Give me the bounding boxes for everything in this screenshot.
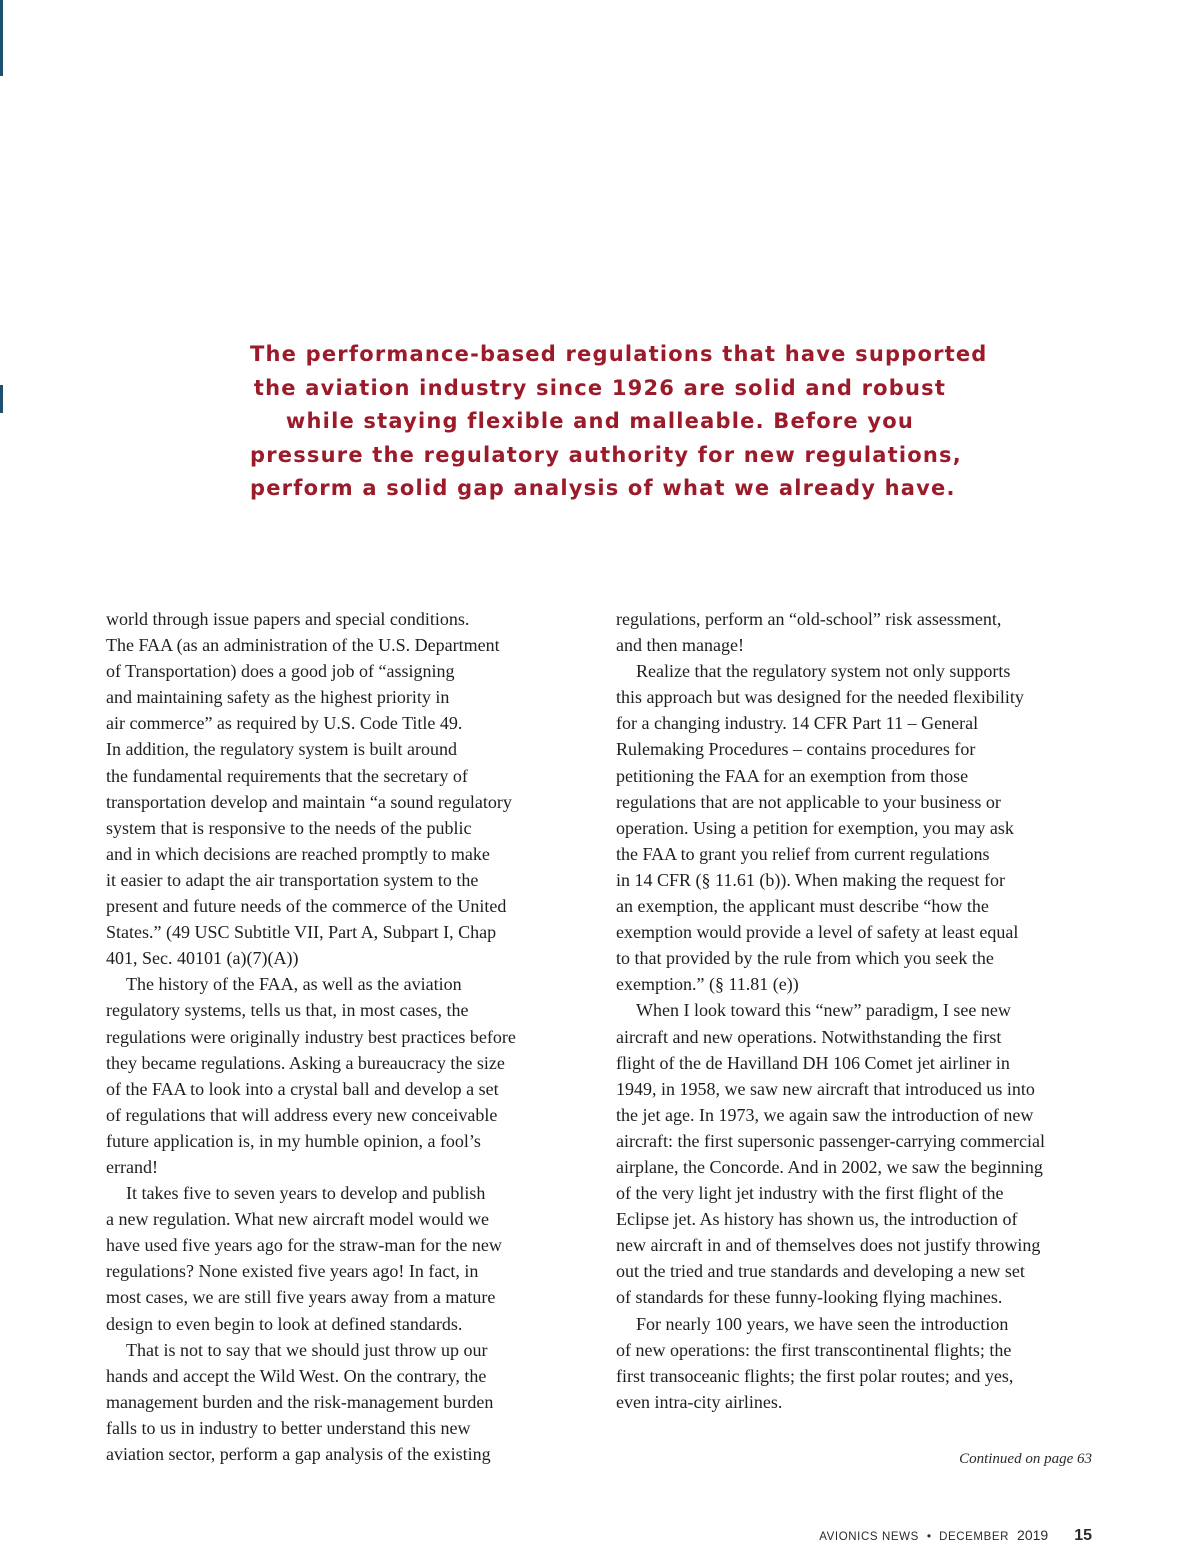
text-line: and in which decisions are reached promptly to make	[106, 843, 490, 864]
text-line: a new regulation. What new aircraft model would we	[106, 1209, 490, 1230]
text-line: of standards for these funny-looking flying machines.	[616, 1287, 1003, 1308]
left-column	[106, 606, 588, 1467]
paragraph-start-line: For nearly 100 years, we have seen the introduction	[636, 1313, 1009, 1334]
text-line: transportation develop and maintain “a sound regulatory	[106, 791, 512, 812]
text-line: flight of the de Havilland DH 106 Comet jet airliner in	[616, 1052, 1010, 1073]
pull-quote-line: The performance-based regulations that have supported	[250, 342, 988, 366]
text-line: of regulations that will address every new conceivable	[106, 1104, 498, 1125]
text-line: errand!	[106, 1156, 158, 1177]
text-line: falls to us in industry to better understand this new	[106, 1417, 471, 1438]
text-line: design to even begin to look at defined standards.	[106, 1313, 463, 1334]
pull-quote	[250, 338, 988, 506]
text-line: Rulemaking Procedures – contains procedures for	[616, 739, 976, 760]
text-line: new aircraft in and of themselves does not justify throwing	[616, 1235, 1041, 1256]
text-line: regulations? None existed five years ago! In fact, in	[106, 1261, 479, 1282]
pull-quote-line: pressure the regulatory authority for new regulations,	[250, 442, 962, 467]
text-line: exemption would provide a level of safety at least equal	[616, 922, 1019, 943]
right-column	[616, 606, 1098, 1415]
publication-name: AVIONICS NEWS	[819, 1531, 919, 1543]
text-line: aviation sector, perform a gap analysis of the existing	[106, 1444, 491, 1464]
text-line: first transoceanic flights; the first polar routes; and yes,	[616, 1365, 1014, 1386]
text-line: regulations were originally industry best practices before	[106, 1026, 516, 1047]
text-line: management burden and the risk-management burden	[106, 1391, 494, 1412]
footer-separator: •	[926, 1529, 932, 1543]
text-line: most cases, we are still five years away from a mature	[106, 1287, 496, 1308]
text-line: and maintaining safety as the highest priority in	[106, 687, 450, 708]
issue-year: 2019	[1017, 1527, 1049, 1543]
text-line: air commerce” as required by U.S. Code Title 49.	[106, 713, 463, 734]
text-line: an exemption, the applicant must describe “how the	[616, 896, 989, 917]
text-line: airplane, the Concorde. And in 2002, we saw the beginning	[616, 1156, 1043, 1177]
page-number: 15	[1074, 1527, 1092, 1544]
page-footer	[819, 1527, 1092, 1545]
text-line: the jet age. In 1973, we again saw the introduction of new	[616, 1104, 1034, 1125]
text-line: present and future needs of the commerce of the United	[106, 896, 507, 917]
text-line: regulations, perform an “old-school” risk assessment,	[616, 609, 1002, 629]
text-line: system that is responsive to the needs of the public	[106, 817, 472, 838]
paragraph-start-line: It takes five to seven years to develop and publish	[126, 1183, 486, 1204]
text-line: hands and accept the Wild West. On the contrary, the	[106, 1365, 487, 1386]
text-line: States.” (49 USC Subtitle VII, Part A, Subpart I, Chap	[106, 922, 497, 943]
text-line: operation. Using a petition for exemption, you may ask	[616, 817, 1014, 838]
text-line: it easier to adapt the air transportation system to the	[106, 869, 479, 890]
text-line: to that provided by the rule from which you seek the	[616, 948, 994, 969]
text-line: of the FAA to look into a crystal ball and develop a set	[106, 1078, 499, 1099]
pull-quote-line: the aviation industry since 1926 are solid and robust	[253, 375, 947, 400]
text-line: and then manage!	[616, 635, 744, 656]
text-line: this approach but was designed for the needed flexibility	[616, 687, 1024, 708]
text-line: of new operations: the first transcontinental flights; the	[616, 1339, 1012, 1360]
text-line: out the tried and true standards and developing a new set	[616, 1261, 1025, 1282]
continued-note: Continued on page 63	[959, 1451, 1092, 1467]
text-line: 401, Sec. 40101 (a)(7)(A))	[106, 948, 299, 969]
text-line: aircraft and new operations. Notwithstanding the first	[616, 1026, 1002, 1047]
paragraph-start-line: When I look toward this “new” paradigm, I see new	[636, 1000, 1011, 1021]
edge-mark-top	[0, 0, 3, 76]
text-line: of the very light jet industry with the first flight of the	[616, 1183, 1004, 1204]
text-line: 1949, in 1958, we saw new aircraft that introduced us into	[616, 1078, 1035, 1099]
text-line: regulatory systems, tells us that, in most cases, the	[106, 1000, 469, 1021]
paragraph-start-line: The history of the FAA, as well as the aviation	[126, 974, 462, 995]
text-line: exemption.” (§ 11.81 (e))	[616, 974, 799, 995]
text-line: for a changing industry. 14 CFR Part 11 – General	[616, 713, 979, 734]
text-line: the fundamental requirements that the secretary of	[106, 765, 468, 786]
paragraph-start-line: Realize that the regulatory system not only supports	[636, 661, 1011, 682]
text-line: world through issue papers and special conditions.	[106, 609, 470, 629]
text-line: future application is, in my humble opinion, a fool’s	[106, 1130, 481, 1151]
text-line: of Transportation) does a good job of “assigning	[106, 661, 455, 682]
text-line: petitioning the FAA for an exemption from those	[616, 765, 969, 786]
text-line: in 14 CFR (§ 11.61 (b)). When making the request for	[616, 869, 1005, 890]
paragraph-start-line: That is not to say that we should just throw up our	[126, 1339, 488, 1360]
edge-mark-middle	[0, 385, 3, 413]
issue-month: DECEMBER	[939, 1531, 1010, 1543]
text-line: aircraft: the first supersonic passenger-carrying commercial	[616, 1130, 1045, 1151]
text-line: regulations that are not applicable to your business or	[616, 791, 1001, 812]
text-line: have used five years ago for the straw-man for the new	[106, 1235, 502, 1256]
pull-quote-line: while staying flexible and malleable. Before you	[285, 409, 915, 433]
text-line: Eclipse jet. As history has shown us, the introduction of	[616, 1209, 1018, 1230]
text-line: the FAA to grant you relief from current regulations	[616, 843, 990, 864]
pull-quote-line: perform a solid gap analysis of what we already have.	[250, 476, 956, 500]
text-line: they became regulations. Asking a bureaucracy the size	[106, 1052, 505, 1073]
text-line: In addition, the regulatory system is built around	[106, 739, 457, 760]
text-line: The FAA (as an administration of the U.S. Department	[106, 635, 500, 656]
text-line: even intra-city airlines.	[616, 1391, 783, 1412]
